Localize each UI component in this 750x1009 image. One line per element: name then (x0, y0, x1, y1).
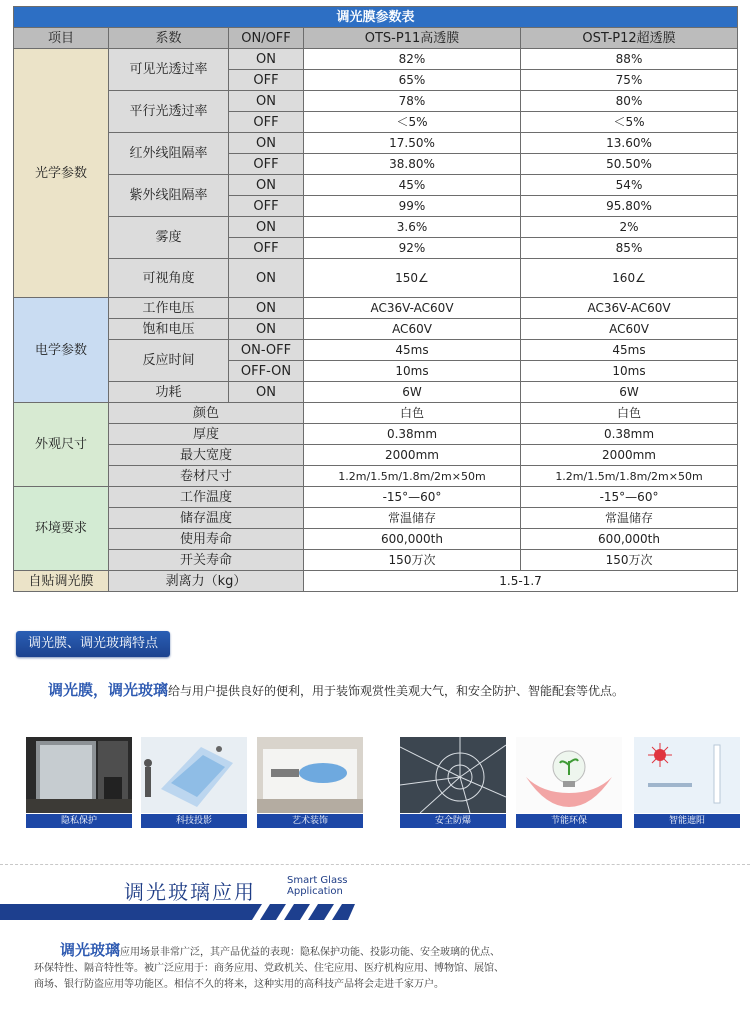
value-cell: AC60V (304, 319, 521, 340)
state-cell: ON (229, 175, 304, 196)
param-name: 开关寿命 (109, 550, 304, 571)
application-text-line-3: 商场、银行防盗应用等功能区。相信不久的将来，这种实用的高科技产品将会走进千家万户。 (34, 979, 444, 990)
features-highlight: 调光膜，调光玻璃 (48, 681, 169, 699)
value-cell: 10ms (304, 361, 521, 382)
tile-caption: 安全防爆 (400, 814, 506, 828)
tile-caption: 节能环保 (516, 814, 622, 828)
state-cell: ON (229, 133, 304, 154)
value-cell: 150万次 (521, 550, 738, 571)
feature-tiles (26, 737, 740, 829)
value-cell: 白色 (304, 403, 521, 424)
value-cell: 75% (521, 70, 738, 91)
param-name: 可视角度 (109, 259, 229, 298)
value-cell: 白色 (521, 403, 738, 424)
state-cell: ON (229, 91, 304, 112)
tile-caption: 科技投影 (141, 814, 247, 828)
table-title: 调光膜参数表 (14, 7, 738, 28)
param-name: 饱和电压 (109, 319, 229, 340)
param-name: 紫外线阻隔率 (109, 175, 229, 217)
value-cell: 50.50% (521, 154, 738, 175)
value-cell: AC36V-AC60V (304, 298, 521, 319)
application-subtitle-line-2: Application (287, 886, 343, 897)
param-name: 工作电压 (109, 298, 229, 319)
sun-shading-image (634, 737, 740, 813)
header-model-p12: OST-P12超透膜 (521, 28, 738, 49)
shattered-glass-image (400, 737, 506, 813)
state-cell: OFF-ON (229, 361, 304, 382)
param-name: 卷材尺寸 (109, 466, 304, 487)
value-cell: 1.2m/1.5m/1.8m/2m×50m (521, 466, 738, 487)
tile-caption: 艺术装饰 (257, 814, 363, 828)
application-text-line-1: 应用场景非常广泛，其产品优益的表现：隐私保护功能、投影功能、安全玻璃的优点、 (120, 947, 501, 958)
param-name: 反应时间 (109, 340, 229, 382)
value-cell: 45ms (304, 340, 521, 361)
features-text: 给与用户提供良好的便利，用于装饰观赏性美观大气，和安全防护、智能配套等优点。 (168, 684, 625, 698)
value-cell: ＜5% (521, 112, 738, 133)
param-name: 最大宽度 (109, 445, 304, 466)
tile-caption: 智能遮阳 (634, 814, 740, 828)
application-highlight: 调光玻璃 (60, 941, 121, 959)
value-cell: 88% (521, 49, 738, 70)
features-tag: 调光膜、调光玻璃特点 (16, 631, 170, 657)
value-cell: 38.80% (304, 154, 521, 175)
state-cell: ON (229, 259, 304, 298)
group-appearance: 外观尺寸 (14, 403, 109, 487)
value-cell: 99% (304, 196, 521, 217)
value-cell: 13.60% (521, 133, 738, 154)
param-name: 雾度 (109, 217, 229, 259)
application-subtitle-line-1: Smart Glass (287, 875, 348, 886)
value-cell: 150∠ (304, 259, 521, 298)
value-cell: 1.2m/1.5m/1.8m/2m×50m (304, 466, 521, 487)
state-cell: ON (229, 217, 304, 238)
param-name: 剥离力（kg） (109, 571, 304, 592)
value-cell: 92% (304, 238, 521, 259)
value-cell: 2000mm (304, 445, 521, 466)
state-cell: ON (229, 382, 304, 403)
feature-tile-shading (634, 737, 740, 829)
projection-image (141, 737, 247, 813)
value-cell: 10ms (521, 361, 738, 382)
application-subtitle (287, 875, 348, 897)
value-cell: 600,000th (304, 529, 521, 550)
value-cell: 0.38mm (304, 424, 521, 445)
param-name: 储存温度 (109, 508, 304, 529)
value-cell: ＜5% (304, 112, 521, 133)
header-model-p11: OTS-P11高透膜 (304, 28, 521, 49)
value-cell: 78% (304, 91, 521, 112)
value-cell: 85% (521, 238, 738, 259)
art-decoration-image (257, 737, 363, 813)
value-cell: AC36V-AC60V (521, 298, 738, 319)
tile-caption: 隐私保护 (26, 814, 132, 828)
features-description (24, 680, 736, 701)
value-cell: 17.50% (304, 133, 521, 154)
value-cell: 54% (521, 175, 738, 196)
value-cell: 80% (521, 91, 738, 112)
application-description (34, 941, 720, 993)
spec-table (13, 6, 738, 592)
state-cell: ON (229, 49, 304, 70)
feature-tile-privacy (26, 737, 132, 829)
value-cell: 常温储存 (521, 508, 738, 529)
header-on-off: ON/OFF (229, 28, 304, 49)
state-cell: OFF (229, 196, 304, 217)
value-cell: 2000mm (521, 445, 738, 466)
param-name: 红外线阻隔率 (109, 133, 229, 175)
header-coefficient: 系数 (109, 28, 229, 49)
feature-tile-safety (400, 737, 506, 829)
param-name: 使用寿命 (109, 529, 304, 550)
header-item: 项目 (14, 28, 109, 49)
state-cell: ON (229, 298, 304, 319)
value-cell: 45% (304, 175, 521, 196)
state-cell: ON-OFF (229, 340, 304, 361)
param-name: 平行光透过率 (109, 91, 229, 133)
state-cell: OFF (229, 112, 304, 133)
value-cell: 82% (304, 49, 521, 70)
value-cell: -15°—60° (521, 487, 738, 508)
value-cell: 3.6% (304, 217, 521, 238)
value-cell: 600,000th (521, 529, 738, 550)
group-self-adhesive: 自贴调光膜 (14, 571, 109, 592)
state-cell: OFF (229, 70, 304, 91)
state-cell: OFF (229, 238, 304, 259)
feature-tile-projection (141, 737, 247, 829)
privacy-room-image (26, 737, 132, 813)
state-cell: ON (229, 319, 304, 340)
value-cell: 6W (304, 382, 521, 403)
param-name: 厚度 (109, 424, 304, 445)
group-environment: 环境要求 (14, 487, 109, 571)
value-cell: 6W (521, 382, 738, 403)
value-cell: 160∠ (521, 259, 738, 298)
value-cell: AC60V (521, 319, 738, 340)
param-name: 可见光透过率 (109, 49, 229, 91)
value-cell: 65% (304, 70, 521, 91)
decorative-stripe-bar (0, 904, 355, 920)
value-cell: 95.80% (521, 196, 738, 217)
hands-bulb-image (516, 737, 622, 813)
feature-tile-eco (516, 737, 622, 829)
application-text-line-2: 环保特性、隔音特性等。被广泛应用于：商务应用、党政机关、住宅应用、医疗机构应用、博物馆、展馆、 (34, 963, 504, 974)
value-cell: 1.5-1.7 (304, 571, 738, 592)
value-cell: 常温储存 (304, 508, 521, 529)
value-cell: 45ms (521, 340, 738, 361)
param-name: 颜色 (109, 403, 304, 424)
application-title: 调光玻璃应用 (124, 880, 256, 904)
value-cell: 150万次 (304, 550, 521, 571)
value-cell: 0.38mm (521, 424, 738, 445)
group-electrical: 电学参数 (14, 298, 109, 403)
feature-tile-art (257, 737, 363, 829)
group-optical: 光学参数 (14, 49, 109, 298)
state-cell: OFF (229, 154, 304, 175)
section-divider (0, 864, 750, 865)
value-cell: 2% (521, 217, 738, 238)
value-cell: -15°—60° (304, 487, 521, 508)
param-name: 功耗 (109, 382, 229, 403)
param-name: 工作温度 (109, 487, 304, 508)
